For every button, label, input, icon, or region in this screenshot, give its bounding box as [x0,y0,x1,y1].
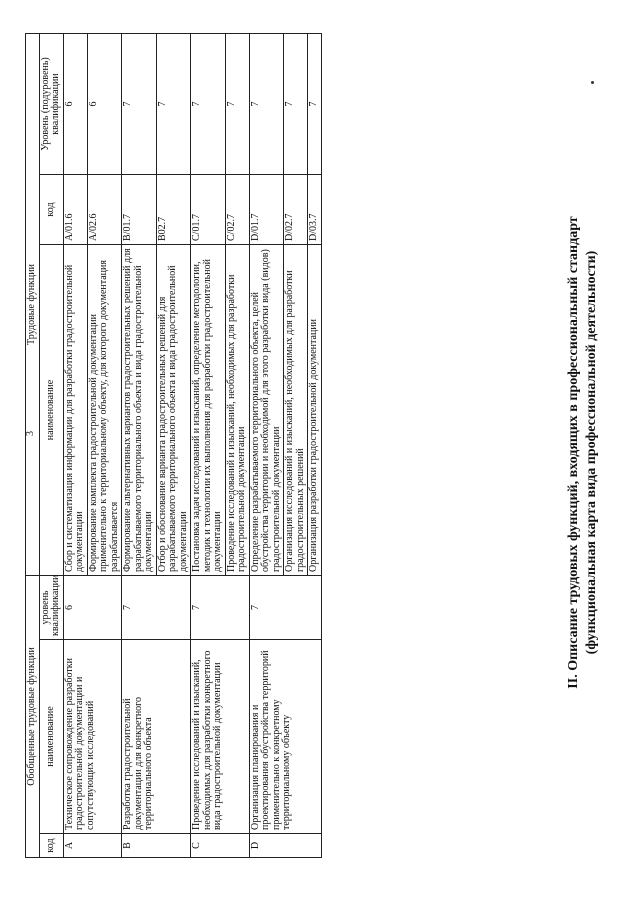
header-function-name: наименование [39,245,63,576]
function-name: Отбор и обоснование варианта градостроительных решений для разрабатываемого территориального объекта и вида градостроительной документации [156,245,191,576]
function-name: Сбор и систематизация информации для разработки градостроительной документации [63,245,87,576]
function-name: Формирование альтернативных вариантов градостроительных решений для разрабатываемого территориального объекта и вида градостроительной документации [122,245,157,576]
function-code: B02.7 [156,175,191,245]
function-level: 7 [225,34,249,175]
row-name: Разработка градостроительной документации для конкретного территориального объекта [122,640,191,834]
header-labor-functions: Трудовые функции [26,34,40,576]
function-level: 7 [284,34,308,175]
header-name: наименование [39,640,63,834]
function-level: 6 [63,34,87,175]
table-row [63,34,87,858]
header-function-code: код [39,175,63,245]
header-function-level: Уровень (подуровень) квалификации [39,34,63,175]
function-code: B/01.7 [122,175,157,245]
function-code: D/03.7 [308,175,322,245]
function-name: Формирование комплекта градостроительной документации применительно к территориальному объекту, для которого документация разрабатывается [87,245,122,576]
table-row [191,34,226,858]
row-level: 7 [249,576,321,640]
row-code: B [122,834,191,858]
row-name: Проведение исследований и изысканий, необходимых для разработки конкретного вида градостроительной документации [191,640,250,834]
function-level: 7 [308,34,322,175]
function-name: Определение разрабатываемого территориального объекта, целей обустройства территории и необходимой для этого разработки вида (видов) градостроительной документации [249,245,284,576]
table-row [122,34,157,858]
header-generalized-functions: Обобщенные трудовые функции [26,576,40,858]
function-name: Постановка задач исследований и изысканий, определение методологии, методик и технологии их выполнения для разработки градостроительной документации [191,245,226,576]
row-level: 6 [63,576,122,640]
functional-map-table [25,33,322,858]
function-code: C/01.7 [191,175,226,245]
header-code: код [39,834,63,858]
row-code: A [63,834,122,858]
table-row [249,34,284,858]
row-code: C [191,834,250,858]
function-code: A/01.6 [63,175,87,245]
function-level: 7 [122,34,157,175]
row-name: Организация планирования и проектирования обустройства территорий применительно к конкретному территориальному объекту [249,640,321,834]
page-number: 3 [25,431,36,436]
section-title: II. Описание трудовых функций, входящих в профессиональный стандарт [566,216,581,689]
function-name: Организация исследований и изысканий, необходимых для разработки градостроительных решений [284,245,308,576]
function-level: 7 [249,34,284,175]
function-code: D/01.7 [249,175,284,245]
function-level: 6 [87,34,122,175]
header-qualification-level: уровень квалификации [39,576,63,640]
section-subtitle: (функциональная карта вида профессиональной деятельности) [584,250,599,655]
function-level: 7 [191,34,226,175]
row-level: 7 [191,576,250,640]
row-code: D [249,834,321,858]
function-name: Организация разработки градостроительной документации [308,245,322,576]
row-name: Техническое сопровождение разработки градостроительной документации и сопутствующих исследований [63,640,122,834]
function-level: 7 [156,34,191,175]
function-code: D/02.7 [284,175,308,245]
function-code: C/02.7 [225,175,249,245]
function-name: Проведение исследований и изысканий, необходимых для разработки градостроительной документации [225,245,249,576]
row-level: 7 [122,576,191,640]
function-code: A/02.6 [87,175,122,245]
